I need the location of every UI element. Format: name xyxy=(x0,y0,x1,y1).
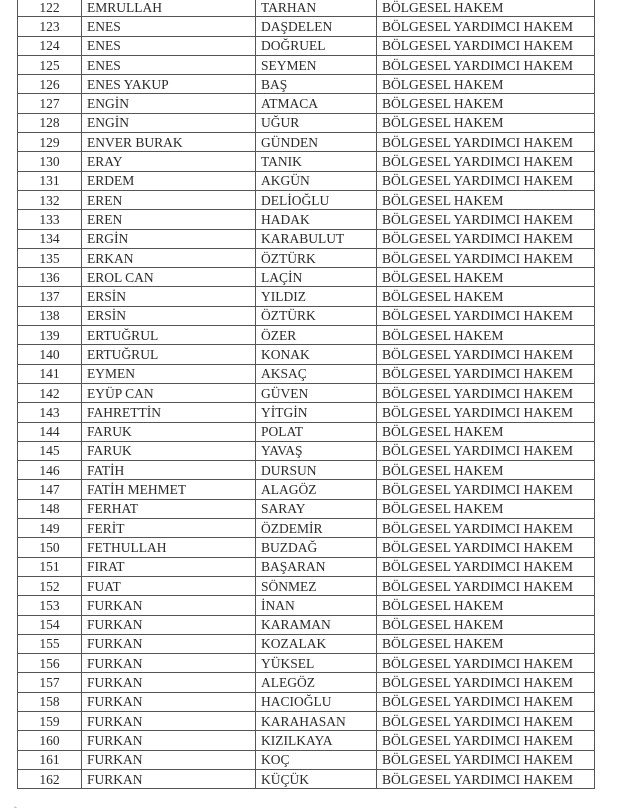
last-name-cell: KONAK xyxy=(256,345,377,364)
table-row xyxy=(18,364,595,383)
role-cell: BÖLGESEL YARDIMCI HAKEM xyxy=(377,654,595,673)
row-number: 157 xyxy=(18,673,82,692)
table-row xyxy=(18,326,595,345)
first-name-cell: ENGİN xyxy=(82,94,256,113)
row-number: 143 xyxy=(18,403,82,422)
role-cell: BÖLGESEL HAKEM xyxy=(377,75,595,94)
first-name-cell: FIRAT xyxy=(82,557,256,576)
last-name-cell: SÖNMEZ xyxy=(256,576,377,595)
table-row xyxy=(18,731,595,750)
last-name-cell: SARAY xyxy=(256,499,377,518)
first-name-cell: ERTUĞRUL xyxy=(82,326,256,345)
row-number: 132 xyxy=(18,190,82,209)
table-row xyxy=(18,480,595,499)
last-name-cell: ALAGÖZ xyxy=(256,480,377,499)
last-name-cell: DURSUN xyxy=(256,461,377,480)
referee-table xyxy=(17,0,595,789)
row-number: 135 xyxy=(18,248,82,267)
last-name-cell: AKSAÇ xyxy=(256,364,377,383)
table-row xyxy=(18,229,595,248)
row-number: 122 xyxy=(18,0,82,17)
table-row xyxy=(18,654,595,673)
table-row xyxy=(18,17,595,36)
first-name-cell: ERKAN xyxy=(82,248,256,267)
table-row xyxy=(18,615,595,634)
role-cell: BÖLGESEL YARDIMCI HAKEM xyxy=(377,210,595,229)
row-number: 155 xyxy=(18,634,82,653)
first-name-cell: FUAT xyxy=(82,576,256,595)
row-number: 147 xyxy=(18,480,82,499)
last-name-cell: BUZDAĞ xyxy=(256,538,377,557)
last-name-cell: KIZILKAYA xyxy=(256,731,377,750)
role-cell: BÖLGESEL HAKEM xyxy=(377,596,595,615)
row-number: 142 xyxy=(18,383,82,402)
table-row xyxy=(18,171,595,190)
role-cell: BÖLGESEL YARDIMCI HAKEM xyxy=(377,673,595,692)
first-name-cell: ERSİN xyxy=(82,306,256,325)
first-name-cell: FARUK xyxy=(82,441,256,460)
table-row xyxy=(18,634,595,653)
last-name-cell: KÜÇÜK xyxy=(256,769,377,788)
last-name-cell: ÖZDEMİR xyxy=(256,519,377,538)
first-name-cell: ENES xyxy=(82,36,256,55)
table-row xyxy=(18,461,595,480)
role-cell: BÖLGESEL HAKEM xyxy=(377,422,595,441)
row-number: 145 xyxy=(18,441,82,460)
table-row xyxy=(18,769,595,788)
role-cell: BÖLGESEL HAKEM xyxy=(377,634,595,653)
last-name-cell: BAŞARAN xyxy=(256,557,377,576)
role-cell: BÖLGESEL YARDIMCI HAKEM xyxy=(377,519,595,538)
first-name-cell: FERHAT xyxy=(82,499,256,518)
last-name-cell: TANIK xyxy=(256,152,377,171)
role-cell: BÖLGESEL YARDIMCI HAKEM xyxy=(377,345,595,364)
table-row xyxy=(18,345,595,364)
first-name-cell: FERİT xyxy=(82,519,256,538)
first-name-cell: EROL CAN xyxy=(82,268,256,287)
table-row xyxy=(18,383,595,402)
row-number: 152 xyxy=(18,576,82,595)
role-cell: BÖLGESEL YARDIMCI HAKEM xyxy=(377,171,595,190)
role-cell: BÖLGESEL YARDIMCI HAKEM xyxy=(377,576,595,595)
table-row xyxy=(18,711,595,730)
last-name-cell: KARAHASAN xyxy=(256,711,377,730)
last-name-cell: DELİOĞLU xyxy=(256,190,377,209)
row-number: 140 xyxy=(18,345,82,364)
row-number: 123 xyxy=(18,17,82,36)
role-cell: BÖLGESEL YARDIMCI HAKEM xyxy=(377,750,595,769)
last-name-cell: UĞUR xyxy=(256,113,377,132)
role-cell: BÖLGESEL YARDIMCI HAKEM xyxy=(377,364,595,383)
last-name-cell: POLAT xyxy=(256,422,377,441)
table-row xyxy=(18,190,595,209)
row-number: 149 xyxy=(18,519,82,538)
row-number: 148 xyxy=(18,499,82,518)
table-row xyxy=(18,692,595,711)
row-number: 124 xyxy=(18,36,82,55)
last-name-cell: YİTGİN xyxy=(256,403,377,422)
row-number: 128 xyxy=(18,113,82,132)
role-cell: BÖLGESEL HAKEM xyxy=(377,0,595,17)
first-name-cell: FURKAN xyxy=(82,596,256,615)
row-number: 162 xyxy=(18,769,82,788)
last-name-cell: ÖZER xyxy=(256,326,377,345)
role-cell: BÖLGESEL YARDIMCI HAKEM xyxy=(377,731,595,750)
scan-mark-icon: ‸ xyxy=(14,799,17,808)
table-row xyxy=(18,0,595,17)
first-name-cell: FURKAN xyxy=(82,673,256,692)
row-number: 138 xyxy=(18,306,82,325)
last-name-cell: YAVAŞ xyxy=(256,441,377,460)
first-name-cell: ENES xyxy=(82,55,256,74)
last-name-cell: YILDIZ xyxy=(256,287,377,306)
row-number: 156 xyxy=(18,654,82,673)
table-row xyxy=(18,268,595,287)
first-name-cell: EREN xyxy=(82,210,256,229)
last-name-cell: ALEGÖZ xyxy=(256,673,377,692)
row-number: 130 xyxy=(18,152,82,171)
role-cell: BÖLGESEL YARDIMCI HAKEM xyxy=(377,383,595,402)
last-name-cell: KOZALAK xyxy=(256,634,377,653)
first-name-cell: ERSİN xyxy=(82,287,256,306)
last-name-cell: DOĞRUEL xyxy=(256,36,377,55)
table-row xyxy=(18,113,595,132)
row-number: 141 xyxy=(18,364,82,383)
first-name-cell: FURKAN xyxy=(82,731,256,750)
table-row xyxy=(18,36,595,55)
role-cell: BÖLGESEL YARDIMCI HAKEM xyxy=(377,55,595,74)
role-cell: BÖLGESEL HAKEM xyxy=(377,326,595,345)
last-name-cell: YÜKSEL xyxy=(256,654,377,673)
row-number: 146 xyxy=(18,461,82,480)
row-number: 126 xyxy=(18,75,82,94)
last-name-cell: DAŞDELEN xyxy=(256,17,377,36)
role-cell: BÖLGESEL YARDIMCI HAKEM xyxy=(377,441,595,460)
first-name-cell: FARUK xyxy=(82,422,256,441)
row-number: 133 xyxy=(18,210,82,229)
role-cell: BÖLGESEL YARDIMCI HAKEM xyxy=(377,152,595,171)
first-name-cell: ERAY xyxy=(82,152,256,171)
row-number: 151 xyxy=(18,557,82,576)
first-name-cell: FURKAN xyxy=(82,750,256,769)
first-name-cell: FAHRETTİN xyxy=(82,403,256,422)
row-number: 161 xyxy=(18,750,82,769)
first-name-cell: ERGİN xyxy=(82,229,256,248)
row-number: 158 xyxy=(18,692,82,711)
first-name-cell: ENVER BURAK xyxy=(82,133,256,152)
first-name-cell: FURKAN xyxy=(82,634,256,653)
first-name-cell: EMRULLAH xyxy=(82,0,256,17)
row-number: 136 xyxy=(18,268,82,287)
last-name-cell: GÜNDEN xyxy=(256,133,377,152)
first-name-cell: ERTUĞRUL xyxy=(82,345,256,364)
role-cell: BÖLGESEL HAKEM xyxy=(377,190,595,209)
table-row xyxy=(18,499,595,518)
role-cell: BÖLGESEL YARDIMCI HAKEM xyxy=(377,403,595,422)
row-number: 160 xyxy=(18,731,82,750)
last-name-cell: TARHAN xyxy=(256,0,377,17)
first-name-cell: FURKAN xyxy=(82,711,256,730)
row-number: 129 xyxy=(18,133,82,152)
role-cell: BÖLGESEL YARDIMCI HAKEM xyxy=(377,248,595,267)
first-name-cell: EYMEN xyxy=(82,364,256,383)
table-row xyxy=(18,557,595,576)
last-name-cell: HACIOĞLU xyxy=(256,692,377,711)
row-number: 159 xyxy=(18,711,82,730)
table-row xyxy=(18,422,595,441)
role-cell: BÖLGESEL YARDIMCI HAKEM xyxy=(377,557,595,576)
last-name-cell: LAÇİN xyxy=(256,268,377,287)
table-row xyxy=(18,596,595,615)
role-cell: BÖLGESEL YARDIMCI HAKEM xyxy=(377,692,595,711)
role-cell: BÖLGESEL HAKEM xyxy=(377,94,595,113)
role-cell: BÖLGESEL HAKEM xyxy=(377,113,595,132)
row-number: 137 xyxy=(18,287,82,306)
table-row xyxy=(18,94,595,113)
role-cell: BÖLGESEL YARDIMCI HAKEM xyxy=(377,306,595,325)
table-row xyxy=(18,152,595,171)
first-name-cell: ENES xyxy=(82,17,256,36)
table-row xyxy=(18,287,595,306)
first-name-cell: ENGİN xyxy=(82,113,256,132)
last-name-cell: KARAMAN xyxy=(256,615,377,634)
table-row xyxy=(18,441,595,460)
referee-table-body xyxy=(18,0,595,789)
table-row xyxy=(18,306,595,325)
first-name-cell: FATİH xyxy=(82,461,256,480)
table-row xyxy=(18,538,595,557)
last-name-cell: AKGÜN xyxy=(256,171,377,190)
last-name-cell: SEYMEN xyxy=(256,55,377,74)
table-row xyxy=(18,750,595,769)
role-cell: BÖLGESEL YARDIMCI HAKEM xyxy=(377,36,595,55)
first-name-cell: ENES YAKUP xyxy=(82,75,256,94)
last-name-cell: ÖZTÜRK xyxy=(256,248,377,267)
row-number: 150 xyxy=(18,538,82,557)
last-name-cell: ATMACA xyxy=(256,94,377,113)
table-row xyxy=(18,673,595,692)
role-cell: BÖLGESEL YARDIMCI HAKEM xyxy=(377,711,595,730)
role-cell: BÖLGESEL HAKEM xyxy=(377,615,595,634)
row-number: 154 xyxy=(18,615,82,634)
row-number: 125 xyxy=(18,55,82,74)
role-cell: BÖLGESEL YARDIMCI HAKEM xyxy=(377,769,595,788)
table-row xyxy=(18,55,595,74)
row-number: 153 xyxy=(18,596,82,615)
role-cell: BÖLGESEL YARDIMCI HAKEM xyxy=(377,17,595,36)
table-row xyxy=(18,576,595,595)
role-cell: BÖLGESEL YARDIMCI HAKEM xyxy=(377,480,595,499)
last-name-cell: KARABULUT xyxy=(256,229,377,248)
row-number: 144 xyxy=(18,422,82,441)
role-cell: BÖLGESEL HAKEM xyxy=(377,287,595,306)
first-name-cell: EYÜP CAN xyxy=(82,383,256,402)
row-number: 131 xyxy=(18,171,82,190)
row-number: 127 xyxy=(18,94,82,113)
first-name-cell: FURKAN xyxy=(82,692,256,711)
table-row xyxy=(18,133,595,152)
last-name-cell: ÖZTÜRK xyxy=(256,306,377,325)
last-name-cell: GÜVEN xyxy=(256,383,377,402)
role-cell: BÖLGESEL HAKEM xyxy=(377,268,595,287)
role-cell: BÖLGESEL HAKEM xyxy=(377,499,595,518)
first-name-cell: FURKAN xyxy=(82,769,256,788)
first-name-cell: FURKAN xyxy=(82,615,256,634)
last-name-cell: BAŞ xyxy=(256,75,377,94)
last-name-cell: KOÇ xyxy=(256,750,377,769)
row-number: 134 xyxy=(18,229,82,248)
table-row xyxy=(18,248,595,267)
first-name-cell: EREN xyxy=(82,190,256,209)
table-row xyxy=(18,519,595,538)
last-name-cell: İNAN xyxy=(256,596,377,615)
table-row xyxy=(18,210,595,229)
role-cell: BÖLGESEL HAKEM xyxy=(377,461,595,480)
first-name-cell: FETHULLAH xyxy=(82,538,256,557)
row-number: 139 xyxy=(18,326,82,345)
first-name-cell: FURKAN xyxy=(82,654,256,673)
table-row xyxy=(18,75,595,94)
table-row xyxy=(18,403,595,422)
first-name-cell: FATİH MEHMET xyxy=(82,480,256,499)
role-cell: BÖLGESEL YARDIMCI HAKEM xyxy=(377,229,595,248)
last-name-cell: HADAK xyxy=(256,210,377,229)
role-cell: BÖLGESEL YARDIMCI HAKEM xyxy=(377,538,595,557)
role-cell: BÖLGESEL YARDIMCI HAKEM xyxy=(377,133,595,152)
first-name-cell: ERDEM xyxy=(82,171,256,190)
